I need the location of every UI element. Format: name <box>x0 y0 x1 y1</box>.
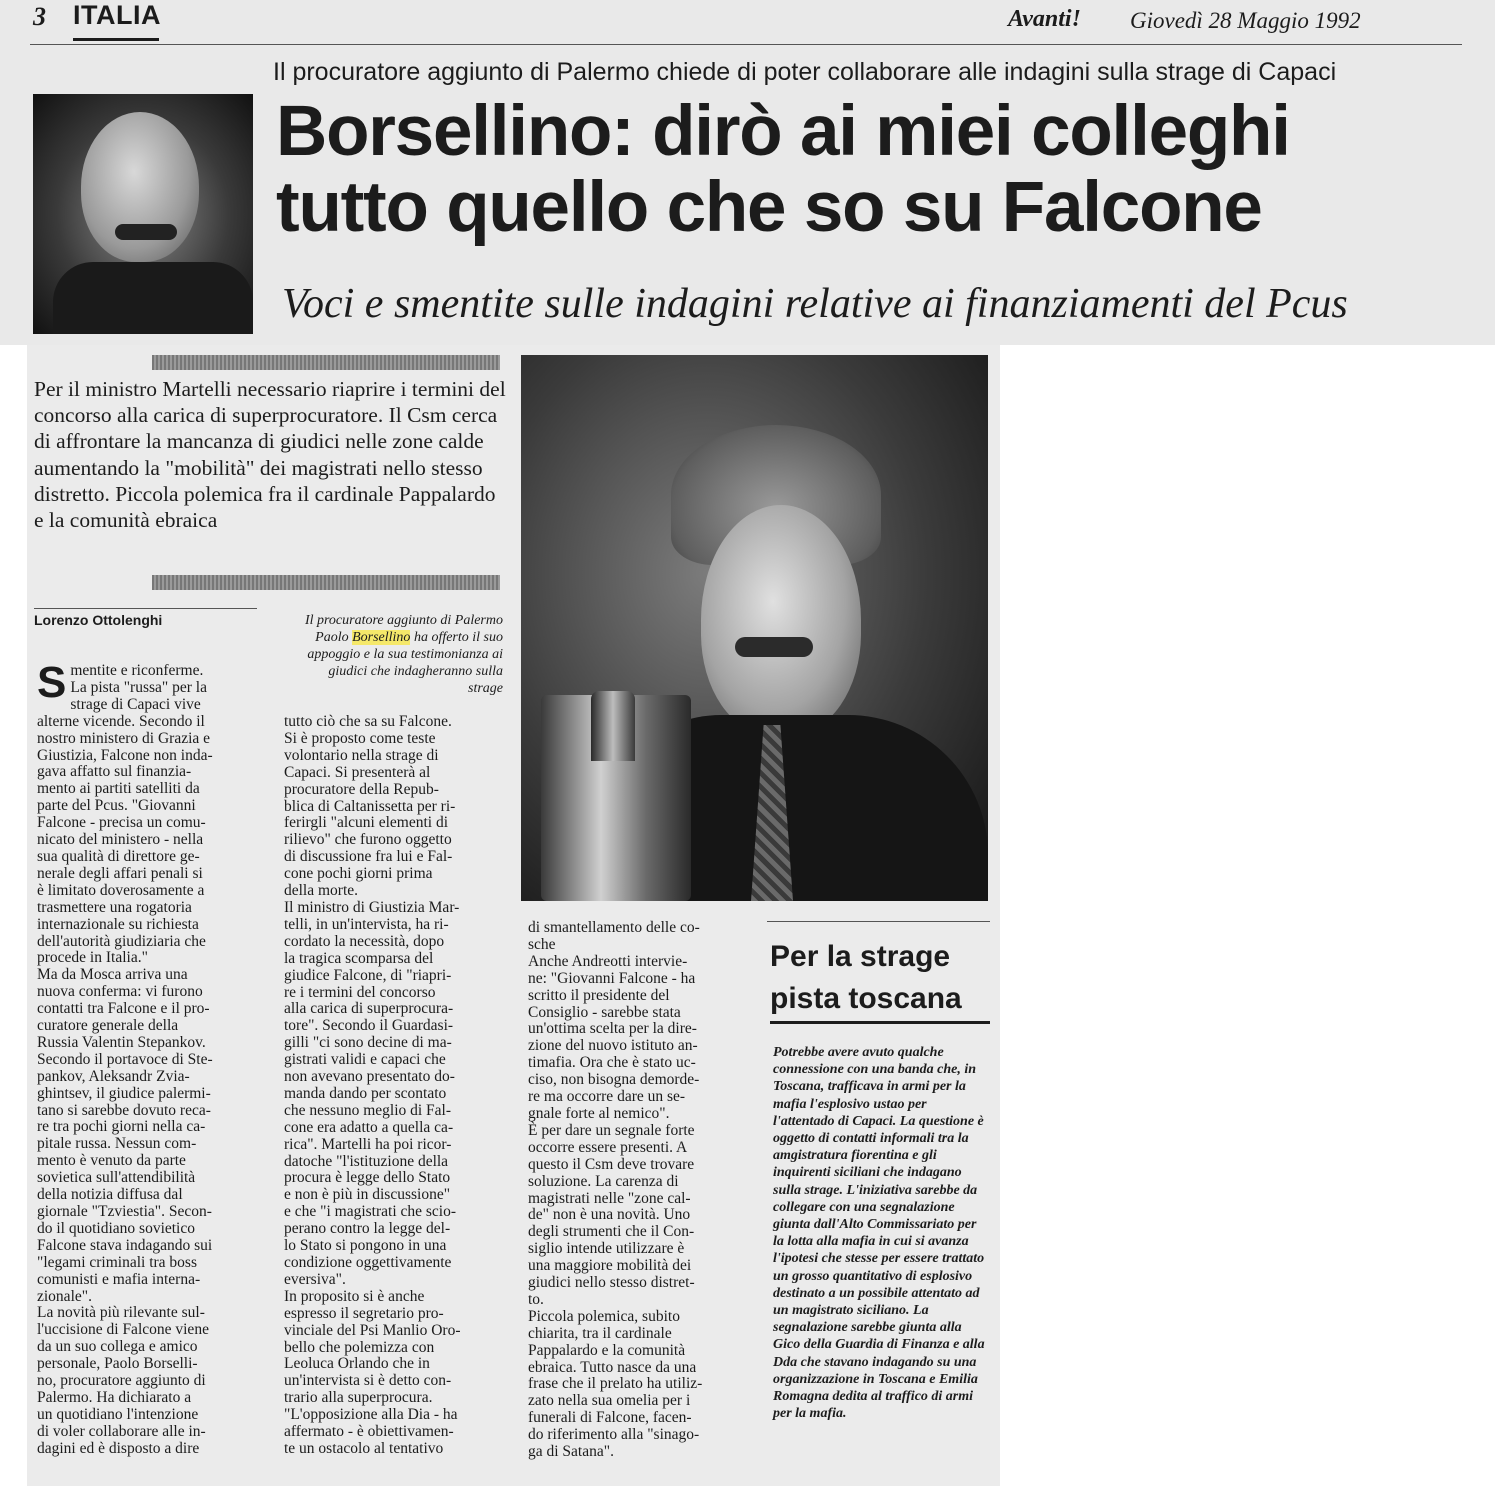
headline-line-2: tutto quello che so su Falcone <box>276 168 1262 247</box>
sidebar-body: Potrebbe avere avuto qualche connessione con una banda che, in Toscana, trafficava in armi per la mafia l'esplosivo ustao per l'attentado di Capaci. La questione è oggetto di contatti informali tra la amgistratura fiorentina e gli inquirenti siciliani che indagano sulla strage. L'iniziativa sarebbe da collegare con una segnalazione giunta dall'Alto Commissariato per la lotta alla mafia in cui si avanza l'ipotesi che stesse per essere trattato un grosso quantitativo di esplosivo destinato a un possibile attentato ad un magistrato siciliano. La segnalazione sarebbe giunta alla Gico della Guardia di Finanza e alla Dda che stavano indagando su una organizzazione in Toscana e Emilia Romagna dedita al traffico di armi per la mafia. <box>773 1045 985 1422</box>
sidebar-headline: Per la strage pista toscana <box>770 940 962 1015</box>
portrait-photo-falcone <box>33 94 253 334</box>
photo-borsellino <box>521 355 988 901</box>
kicker: Il procuratore aggiunto di Palermo chiede di poter collaborare alle indagini sulla strage di Capaci <box>273 58 1337 86</box>
article-column-1 <box>37 658 261 1458</box>
caption-text-end: ha offerto il suo appoggio e la sua testimonianza ai giudici che indagheranno sulla strage <box>307 630 503 696</box>
photo-face <box>701 505 861 735</box>
article-column-3: di smantellamento delle co- sche Anche Andreotti intervie- ne: "Giovanni Falcone - ha scritto il presidente del Consiglio - sarebbe stata un'ottima scelta per la dire- zione del nuovo istituto an- timafia. Ora che è stato uc- ciso, non bisogna demorde- re ma occorre dare un se- gnale forte al nemico". È per dare un segnale forte occorre essere presenti. A questo il Csm deve trovare soluzione. La carenza di magistrati nelle "zone cal- de" non è una novità. Uno degli strumenti che il Con- siglio intende utilizzare è una maggiore mobilità dei giudici nello stesso distret- to. Piccola polemica, subito chiarita, tra il cardinale Pappalardo e la comunità ebraica. Tutto nasce da una frase che il prelato ha utiliz- zato nella sua omelia per i funerali di Falcone, facen- do riferimento alla "sinago- ga di Satana". <box>528 919 703 1461</box>
caption-highlight: Borsellino <box>352 630 411 645</box>
sidebar-top-rule <box>767 921 990 922</box>
headline-line-1: Borsellino: dirò ai miei colleghi <box>276 92 1290 171</box>
photo-caption <box>296 612 503 697</box>
photo-moustache <box>735 637 813 657</box>
byline: Lorenzo Ottolenghi <box>34 612 163 628</box>
drop-cap: S <box>37 658 67 707</box>
article-column-2: tutto ciò che sa su Falcone. Si è proposto come teste volontario nella strage di Capaci. Si presenterà al procuratore della Repub- blica di Caltanissetta per ri- ferirgli "alcuni elementi di rilievo" che furono oggetto di discussione fra lui e Fal- cone pochi giorni prima della morte. Il ministro di Giustizia Mar- telli, in un'intervista, ha ri- cordato la necessità, dopo la tragica scomparsa del giudice Falcone, di "riapri- re i termini del concorso alla carica di superprocura- tore". Secondo il Guardasi- gilli "ci sono decine di ma- gistrati validi e capaci che non avevano presentato do- manda dando per scontato che nessuno meglio di Fal- cone era adatto a quella ca- rica". Martelli ha poi ricor- datoche "l'istituzione della procura è legge dello Stato e non è più in discussione" e che "i magistrati che scio- perano contro la legge del- lo Stato si pongono in una condizione oggettivamente eversiva". In proposito si è anche espresso il segretario pro- vinciale del Psi Manlio Oro- bello che polemizza con Leoluca Orlando che in un'intervista si è detto con- trario alla superprocura. "L'opposizione alla Dia - ha affermato - è obiettivamen- te un ostacolo al tentativo <box>284 713 461 1457</box>
sidebar-rule <box>770 1021 990 1024</box>
byline-rule <box>34 608 257 609</box>
summary-bottom-bar <box>152 575 500 590</box>
photo-bottle-neck <box>591 691 635 761</box>
section-name: ITALIA <box>73 0 161 30</box>
newspaper-logo: Avanti! <box>1008 6 1081 32</box>
portrait-jacket <box>53 262 253 334</box>
caption-text-start: Il procuratore aggiunto di Palermo Paolo <box>304 613 503 645</box>
issue-date: Giovedì 28 Maggio 1992 <box>1130 8 1361 33</box>
header-rule <box>30 44 1462 45</box>
page-number: 3 <box>33 2 46 31</box>
summary-text: Per il ministro Martelli necessario riaprire i termini del concorso alla carica di superprocuratore. Il Csm cerca di affrontare la mancanza di giudici nelle zone calde aumentando la "mobilità" dei magistrati nello stesso distretto. Piccola polemica fra il cardinale Pappalardo e la comunità ebraica <box>34 377 506 533</box>
portrait-moustache <box>115 224 177 240</box>
subheadline: Voci e smentite sulle indagini relative ai finanziamenti del Pcus <box>282 281 1348 327</box>
summary-top-bar <box>152 355 500 370</box>
column-1-body: alterne vicende. Secondo il nostro ministero di Grazia e Giustizia, Falcone non inda- gava affatto sul finanzia- mento ai partiti satelliti da parte del Pcus. "Giovanni Falcone - precisa un comu- nicato del ministero - nella sua qualità di direttore ge- nerale degli affari penali si è limitato doverosamente a trasmettere una rogatoria internazionale su richiesta dell'autorità giudiziaria che procede in Italia." Ma da Mosca arriva una nuova conferma: vi furono contatti tra Falcone e il pro- curatore generale della Russia Valentin Stepankov. Secondo il portavoce di Ste- pankov, Aleksandr Zvia- ghintsev, il giudice palermi- tano si sarebbe dovuto reca- re tra pochi giorni nella ca- pitale russa. Nessun com- mento è venuto da parte sovietica sull'attendibilità della notizia diffusa dal giornale "Tzviestia". Secon- do il quotidiano sovietico Falcone stava indagando sui "legami criminali tra boss comunisti e mafia interna- zionale". La novità più rilevante sul- l'uccisione di Falcone viene da un suo collega e amico personale, Paolo Borselli- no, procuratore aggiunto di Palermo. Ha dichiarato a un quotidiano l'intenzione di voler collaborare alle in- dagini ed è disposto a dire <box>37 712 213 1457</box>
headline <box>276 94 1290 246</box>
section-underline <box>73 38 159 41</box>
column-1-intro: mentite e riconferme. La pista "russa" per la strage di Capaci vive <box>70 662 207 713</box>
